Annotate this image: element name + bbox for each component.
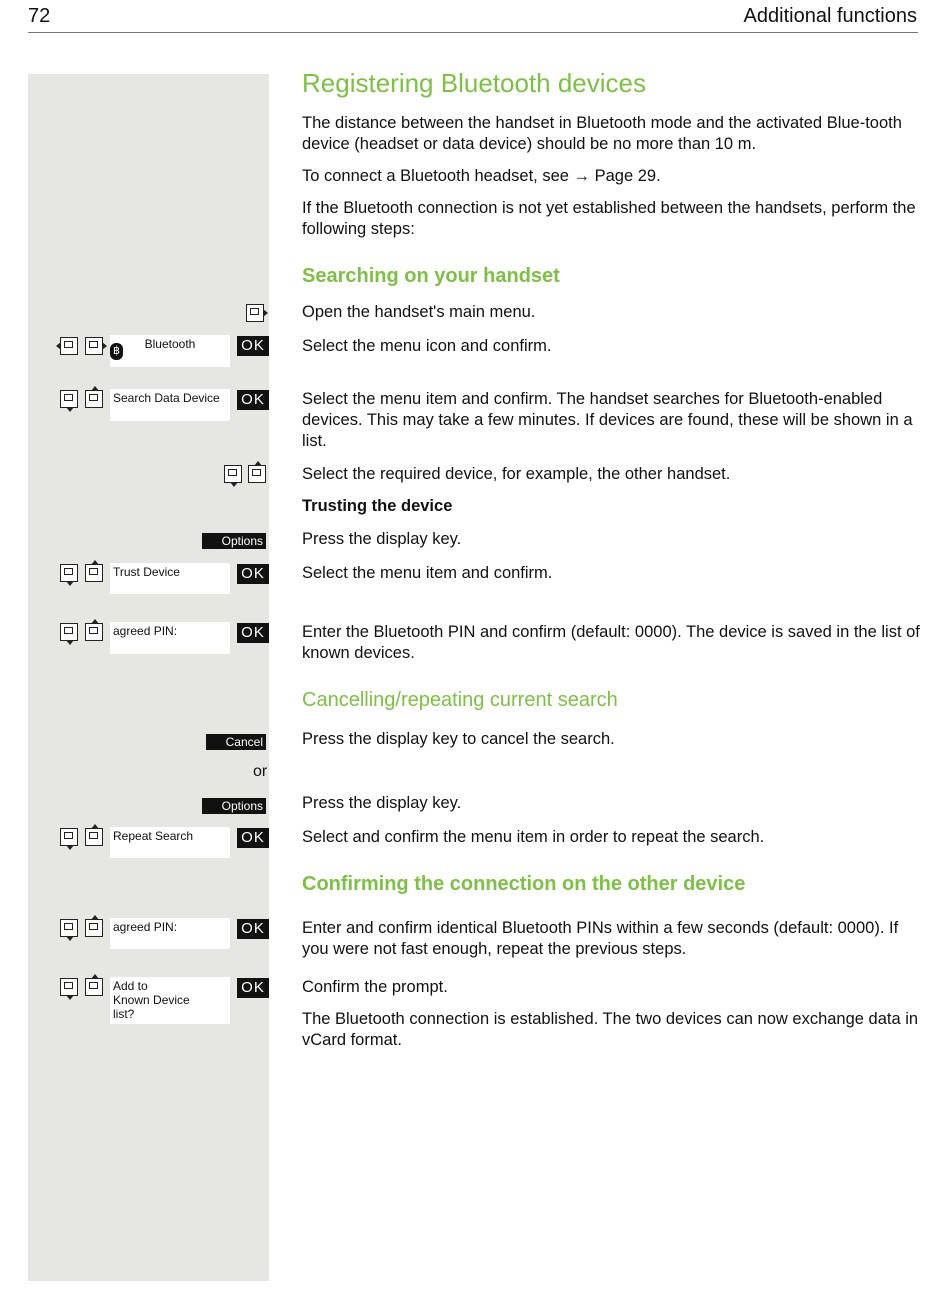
section-heading-searching: Searching on your handset	[302, 265, 560, 287]
nav-right-key-icon[interactable]	[85, 337, 103, 355]
display-agreed-pin-other: agreed PIN:	[110, 918, 230, 949]
ok-button-pin[interactable]: OK	[237, 623, 269, 643]
step-press-options-2: Press the display key.	[302, 794, 462, 812]
display-search-data-device: Search Data Device	[110, 389, 230, 421]
options-softkey[interactable]: Options	[202, 533, 266, 549]
intro-paragraph-1: The distance between the handset in Bluetooth mode and the activated Blue-tooth device (headset or data device) should be no more than 10 m.	[302, 114, 902, 153]
nav-down-key-icon[interactable]	[224, 465, 242, 483]
or-label: or	[253, 763, 268, 780]
nav-down-key-icon[interactable]	[60, 828, 78, 846]
nav-up-key-icon[interactable]	[248, 465, 266, 483]
nav-up-key-icon[interactable]	[85, 623, 103, 641]
ok-button-repeat[interactable]: OK	[237, 828, 269, 848]
nav-up-key-icon[interactable]	[85, 828, 103, 846]
step-repeat-search: Select and confirm the menu item in order to repeat the search.	[302, 828, 765, 846]
step-enter-identical-pins: Enter and confirm identical Bluetooth PINs within a few seconds (default: 0000). If you were not fast enough, repeat the previous steps.	[302, 919, 899, 958]
display-agreed-pin: agreed PIN:	[110, 622, 230, 654]
section-heading-confirming: Confirming the connection on the other device	[302, 873, 746, 895]
section-title: Additional functions	[743, 5, 917, 27]
page-title: Registering Bluetooth devices	[302, 68, 646, 98]
nav-left-key-icon[interactable]	[60, 337, 78, 355]
step-select-search: Select the menu item and confirm. The handset searches for Bluetooth-enabled devices. This may take a few minutes. If devices are found, these will be shown in a list.	[302, 390, 913, 450]
cancel-softkey[interactable]: Cancel	[206, 734, 266, 750]
add-known-line-3: list?	[113, 1007, 135, 1021]
bluetooth-icon: ฿	[110, 343, 123, 360]
nav-up-key-icon[interactable]	[85, 390, 103, 408]
nav-down-key-icon[interactable]	[60, 919, 78, 937]
options-softkey[interactable]: Options	[202, 798, 266, 814]
nav-up-key-icon[interactable]	[85, 919, 103, 937]
display-repeat-search: Repeat Search	[110, 827, 230, 858]
ok-button-trust[interactable]: OK	[237, 564, 269, 584]
step-open-menu: Open the handset's main menu.	[302, 303, 536, 321]
add-known-line-2: Known Device	[113, 993, 190, 1007]
nav-up-key-icon[interactable]	[85, 564, 103, 582]
step-select-icon: Select the menu icon and confirm.	[302, 337, 552, 355]
nav-down-key-icon[interactable]	[60, 390, 78, 408]
step-press-cancel: Press the display key to cancel the search.	[302, 730, 615, 748]
nav-down-key-icon[interactable]	[60, 623, 78, 641]
page-number: 72	[28, 5, 51, 27]
add-known-line-1: Add to	[113, 979, 148, 993]
nav-down-key-icon[interactable]	[60, 978, 78, 996]
ok-button-bluetooth[interactable]: OK	[237, 336, 269, 356]
sidebar-panel	[28, 74, 269, 1281]
section-heading-cancelling: Cancelling/repeating current search	[302, 689, 618, 711]
step-select-device: Select the required device, for example, the other handset.	[302, 465, 731, 483]
nav-down-key-icon[interactable]	[60, 564, 78, 582]
display-bluetooth	[110, 335, 230, 367]
ok-button-search[interactable]: OK	[237, 390, 269, 410]
step-select-trust: Select the menu item and confirm.	[302, 564, 553, 582]
display-trust-device: Trust Device	[110, 563, 230, 594]
step-press-options: Press the display key.	[302, 530, 462, 548]
step-connection-established: The Bluetooth connection is established. The two devices can now exchange data in vCard format.	[302, 1010, 919, 1049]
header-rule	[28, 32, 918, 33]
ok-button-pin-other[interactable]: OK	[237, 919, 269, 939]
step-enter-pin: Enter the Bluetooth PIN and confirm (default: 0000). The device is saved in the list of known devices.	[302, 623, 920, 662]
step-confirm-prompt: Confirm the prompt.	[302, 978, 448, 996]
display-add-known-device	[110, 977, 230, 1024]
subheading-trusting: Trusting the device	[302, 497, 453, 515]
nav-up-key-icon[interactable]	[85, 978, 103, 996]
bluetooth-label: Bluetooth	[144, 337, 196, 351]
ok-button-add-known[interactable]: OK	[237, 978, 269, 998]
intro-paragraph-2: To connect a Bluetooth headset, see → Page 29.	[302, 167, 661, 185]
menu-right-key-icon[interactable]	[246, 304, 264, 322]
intro-paragraph-3: If the Bluetooth connection is not yet established between the handsets, perform the following steps:	[302, 199, 916, 238]
